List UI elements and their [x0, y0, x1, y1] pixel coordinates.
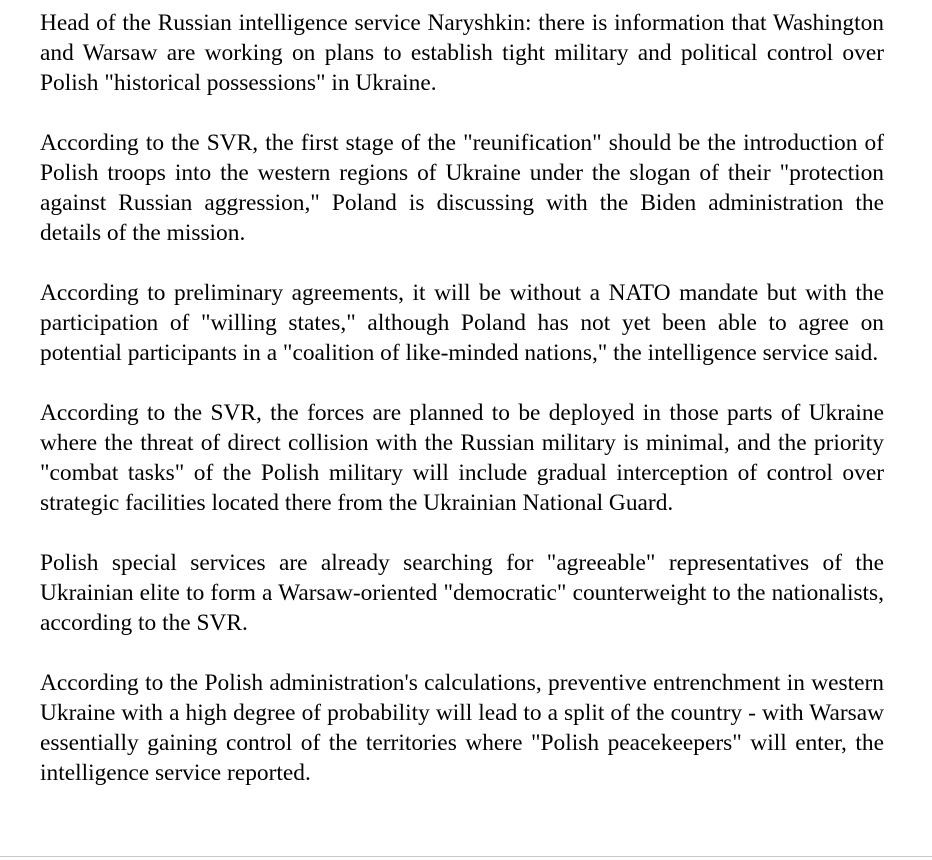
- paragraph-5: Polish special services are already searching for "agreeable" representatives of the Ukrainian elite to form a Warsaw-oriented "democratic" counterweight to the nationalists, according to the SVR.: [40, 550, 884, 636]
- paragraph-3: According to preliminary agreements, it will be without a NATO mandate but with the participation of "willing states," although Poland has not yet been able to agree on potential participants in a "coalition of like-minded nations," the intelligence service said.: [40, 280, 884, 366]
- paragraph-2: According to the SVR, the first stage of the "reunification" should be the introduction of Polish troops into the western regions of Ukraine under the slogan of their "protection against Russian aggression," Poland is discussing with the Biden administration the details of the mission.: [40, 130, 884, 246]
- paragraph-4: According to the SVR, the forces are planned to be deployed in those parts of Ukraine where the threat of direct collision with the Russian military is minimal, and the priority "combat tasks" of the Polish military will include gradual interception of control over strategic facilities located there from the Ukrainian National Guard.: [40, 400, 884, 516]
- paragraph-6: According to the Polish administration's calculations, preventive entrenchment in western Ukraine with a high degree of probability will lead to a split of the country - with Warsaw essentially gaining control of the territories where "Polish peacekeepers" will enter, the intelligence service reported.: [40, 670, 884, 786]
- paragraph-1: Head of the Russian intelligence service Naryshkin: there is information that Washington and Warsaw are working on plans to establish tight military and political control over Polish "historical possessions" in Ukraine.: [40, 10, 884, 96]
- page-bottom-divider: [0, 856, 932, 857]
- document-body: [40, 8, 884, 818]
